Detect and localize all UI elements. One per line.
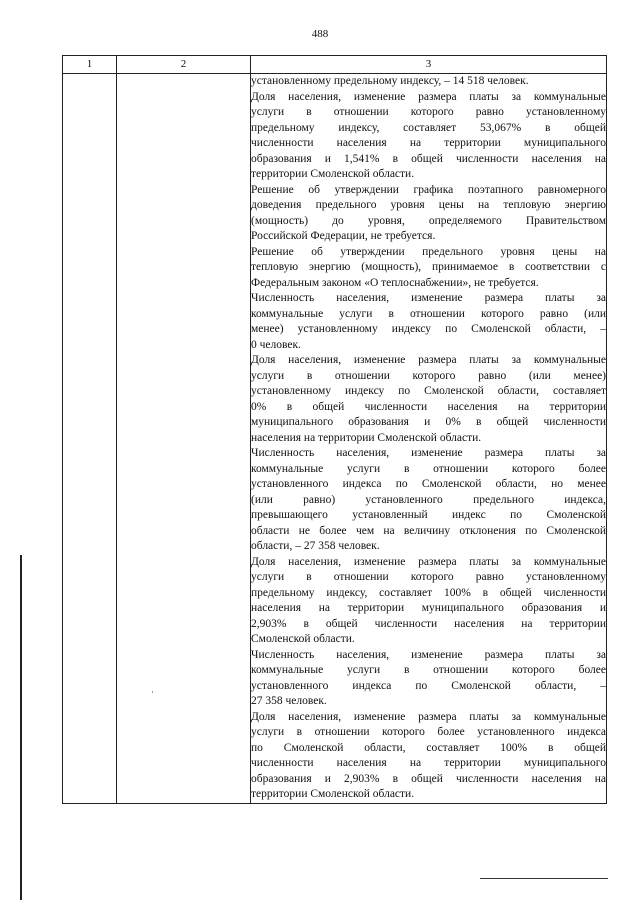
text-line: 0% в общей численности населения на территории [251, 400, 606, 413]
cell-col-3 [251, 74, 607, 804]
paragraph [251, 183, 606, 245]
text-line: тепловую энергию (мощность), принимаемое в соответствии с [251, 261, 606, 273]
text-line: установленному индексу по Смоленской области, составляет [251, 385, 606, 397]
text-line: доведения предельного уровня цены на тепловую энергию [251, 199, 606, 211]
text-line: территории Смоленской области. [251, 788, 415, 800]
cell-col-2 [117, 74, 251, 804]
text-line: территории Смоленской области. [251, 168, 415, 180]
text-line: предельному индексу, составляет 100% в общей численности [251, 586, 606, 599]
text-line: коммунальные услуги в отношении которого более [251, 462, 606, 475]
text-line: Численность населения, изменение размера платы за [251, 292, 606, 304]
table-row [63, 74, 607, 804]
paragraph [251, 291, 606, 353]
text-line: численности населения на территории муниципального [251, 137, 606, 149]
text-line: 2,903% в общей численности населения на территории [251, 617, 606, 630]
text-line: установленного индекса по Смоленской области, но менее [251, 478, 606, 490]
paragraph [251, 710, 606, 803]
paragraph [251, 353, 606, 446]
text-line: коммунальные услуги в отношении которого равно (или [251, 307, 606, 320]
column-header-2: 2 [117, 56, 251, 74]
paragraph [251, 446, 606, 555]
paragraph [251, 245, 606, 292]
text-line: Смоленской области. [251, 633, 355, 645]
text-line: образования и 1,541% в общей численности населения на [251, 152, 606, 165]
text-line: Доля населения, изменение размера платы за коммунальные [251, 555, 606, 568]
text-line: Численность населения, изменение размера платы за [251, 447, 606, 459]
paragraph [251, 90, 606, 183]
text-line: Доля населения, изменение размера платы за коммунальные [251, 90, 606, 103]
paragraph [251, 555, 606, 648]
text-line: Российской Федерации, не требуется. [251, 230, 436, 242]
text-line: численности населения на территории муниципального [251, 757, 606, 769]
text-line: области, – 27 358 человек. [251, 540, 380, 552]
paragraph [251, 74, 606, 90]
text-line: образования и 2,903% в общей численности населения на [251, 772, 606, 785]
text-line: населения на территории Смоленской области. [251, 431, 482, 444]
left-margin-rule [20, 555, 22, 900]
text-line: (или равно) установленного предельного индекса, [251, 493, 606, 506]
text-line: Доля населения, изменение размера платы за коммунальные [251, 354, 606, 366]
text-line: Решение об утверждении графика поэтапного равномерного [251, 183, 606, 196]
text-line: 27 358 человек. [251, 695, 327, 707]
paragraph [251, 648, 606, 710]
text-line: менее) установленному индексу по Смоленской области, – [251, 323, 606, 335]
text-line: услуги в отношении которого равно установленному [251, 106, 606, 118]
text-line: коммунальные услуги в отношении которого более [251, 664, 606, 676]
text-line: муниципального образования и 0% в общей численности [251, 416, 606, 428]
text-line: области не более чем на величину отклонения по Смоленской [251, 524, 606, 537]
table-header-row [63, 56, 607, 74]
text-line: установленному предельному индексу, – 14 518 человек. [251, 75, 529, 87]
text-line: превышающего установленный индекс по Смоленской [251, 509, 606, 521]
text-line: услуги в отношении которого более установленного индекса [251, 726, 606, 738]
column-header-3: 3 [251, 56, 607, 74]
text-line: установленного индекса по Смоленской области, – [251, 679, 606, 692]
text-line: 0 человек. [251, 338, 301, 351]
scan-speck [152, 691, 153, 693]
text-line: услуги в отношении которого равно (или менее) [251, 369, 606, 382]
text-line: населения на территории муниципального образования и [251, 602, 606, 614]
text-line: Доля населения, изменение размера платы за коммунальные [251, 710, 606, 723]
text-line: Численность населения, изменение размера платы за [251, 648, 606, 661]
cell-col-1 [63, 74, 117, 804]
text-line: (мощность) до уровня, определяемого Правительством [251, 214, 606, 227]
footer-rule [480, 878, 608, 879]
text-line: по Смоленской области, составляет 100% в общей [251, 741, 606, 754]
column-header-1: 1 [63, 56, 117, 74]
paragraph-container [251, 74, 606, 803]
text-line: Федеральным законом «О теплоснабжении», не требуется. [251, 276, 539, 289]
text-line: предельному индексу, составляет 53,067% в общей [251, 121, 606, 134]
text-line: услуги в отношении которого равно установленному [251, 571, 606, 583]
page-number: 488 [311, 28, 329, 40]
text-line: Решение об утверждении предельного уровня цены на [251, 245, 606, 258]
document-table [62, 55, 607, 804]
